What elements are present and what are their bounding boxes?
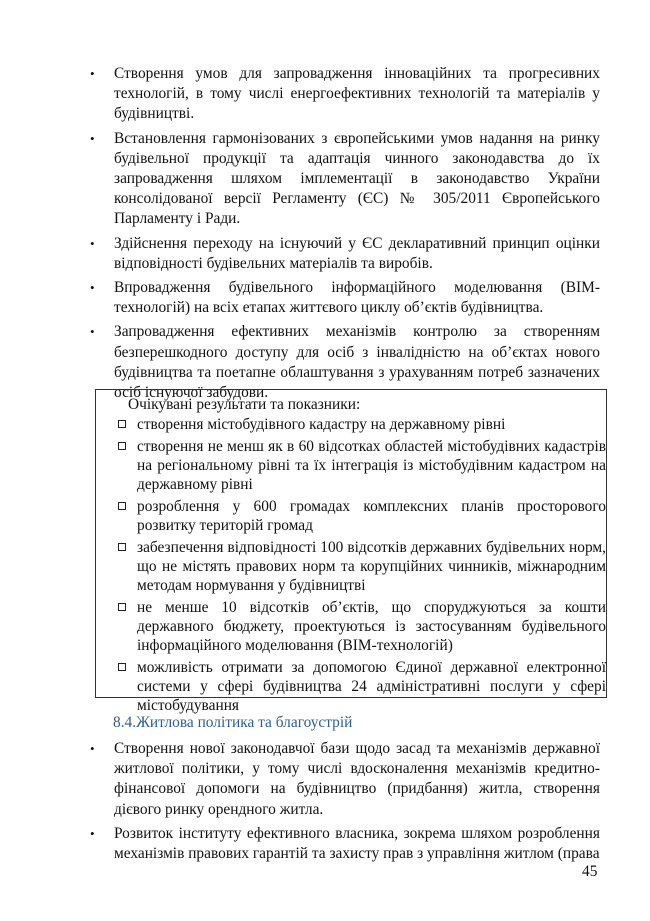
checklist-item <box>114 538 606 595</box>
list-item <box>90 64 600 125</box>
list-item-text: Встановлення гармонізованих з європейськими умов надання на ринку будівельної продукції та адаптація чинного законодавства до їх запровадження шляхом імплементації в законодавство України консолідованої версії Регламенту (ЄС) № 305/2011 Європейського Парламенту і Ради. <box>114 129 600 228</box>
page-number: 45 <box>582 863 598 880</box>
checklist-item <box>114 415 606 434</box>
list-item <box>90 739 600 820</box>
list-item <box>90 824 600 864</box>
checkbox-square-icon <box>118 663 126 671</box>
bullet-icon: • <box>90 741 95 756</box>
list-item <box>90 278 600 318</box>
checklist-item-text: створення не менш як в 60 відсотках областей містобудівних кадастрів на регіональному рівні та їх інтеграція із містобудівним кадастром на державному рівні <box>137 438 606 493</box>
checklist-item-text: можливість отримати за допомогою Єдиної державної електронної системи у сфері будівництва 24 адміністративні послуги у сфері містобудування <box>137 659 606 714</box>
list-item-text: Запровадження ефективних механізмів контролю за створенням безперешкодного доступу для осіб з інвалідністю на об’єктах нового будівництва та поетапне облаштування з урахуванням потреб зазначених осіб існуючої забудови. <box>114 323 600 402</box>
checklist-item-text: розроблення у 600 громадах комплексних планів просторового розвитку територій громад <box>137 498 606 534</box>
list-item <box>90 234 600 274</box>
checkbox-square-icon <box>118 442 126 450</box>
bullet-icon: • <box>90 825 95 841</box>
checklist-item <box>114 658 606 715</box>
checkbox-square-icon <box>118 543 126 551</box>
list-item-text: Розвиток інституту ефективного власника, зокрема шляхом розроблення механізмів правових гарантій та захисту прав з управління житлом (права <box>114 824 600 863</box>
bullet-list-top <box>90 64 600 407</box>
checkbox-square-icon <box>118 502 126 510</box>
bullet-icon: • <box>90 280 95 296</box>
list-item <box>90 129 600 230</box>
section-heading: 8.4.Житлова політика та благоустрій <box>113 714 353 731</box>
expected-results-title: Очікувані результати та показники: <box>128 396 361 413</box>
bullet-icon: • <box>90 130 95 146</box>
bullet-list-bottom <box>90 739 600 868</box>
list-item-text: Впровадження будівельного інформаційного моделювання (BIM-технологій) на всіх етапах життєвого циклу об’єктів будівництва. <box>114 279 600 317</box>
checklist-item-text: забезпечення відповідності 100 відсотків державних будівельних норм, що не містять правових норм та корупційних чинників, міжнародним методам нормування у будівництві <box>137 539 606 594</box>
checklist-item <box>114 598 606 655</box>
checklist-item <box>114 497 606 535</box>
checkbox-square-icon <box>118 603 126 611</box>
bullet-icon: • <box>90 235 95 251</box>
expected-results-list <box>114 415 606 715</box>
checkbox-square-icon <box>118 420 126 428</box>
expected-results-box <box>95 389 607 714</box>
list-item-text: Створення умов для запровадження інноваційних та прогресивних технологій, в тому числі енергоефективних технологій та матеріалів у будівництві. <box>114 65 600 123</box>
bullet-icon: • <box>90 324 95 340</box>
checklist-item <box>114 437 606 494</box>
bullet-icon: • <box>90 66 95 81</box>
list-item-text: Здійснення переходу на існуючий у ЄС декларативний принцип оцінки відповідності будівельних матеріалів та виробів. <box>114 234 600 272</box>
checklist-item-text: не менше 10 відсотків об’єктів, що споруджуються за кошти державного бюджету, проектуються із застосуванням будівельного інформаційного моделювання (BIM-технологій) <box>137 599 606 654</box>
list-item-text: Створення нової законодавчої бази щодо засад та механізмів державної житлової політики, у тому числі вдосконалення механізмів кредитно-фінансової допомоги на будівництво (придбання) житла, створення дієвого ринку орендного житла. <box>114 740 600 818</box>
checklist-item-text: створення містобудівного кадастру на державному рівні <box>137 416 506 433</box>
